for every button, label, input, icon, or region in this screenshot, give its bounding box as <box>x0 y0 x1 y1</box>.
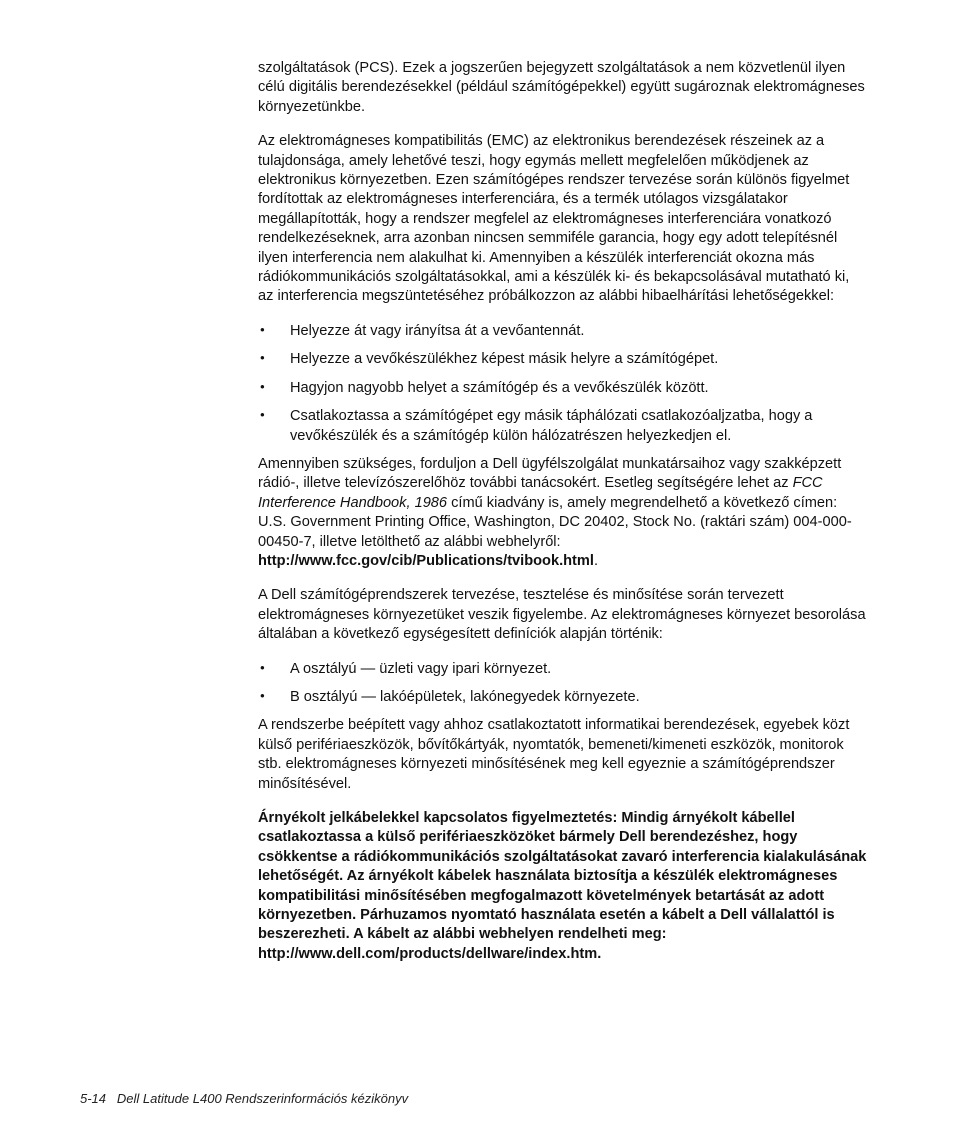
paragraph-pcs: szolgáltatások (PCS). Ezek a jogszerűen bejegyzett szolgáltatások a nem közvetlenül ilyen célú digitális berendezésekkel (például számítógépekkel) együtt sugároznak elektromágneses környezetünkbe. <box>258 60 865 115</box>
troubleshooting-list <box>258 322 868 446</box>
document-body <box>258 59 868 964</box>
bullet-icon: • <box>260 687 265 703</box>
list-item <box>258 322 868 341</box>
fcc-url-link[interactable]: http://www.fcc.gov/cib/Publications/tvibook.html <box>258 552 594 569</box>
shielded-cable-warning: Árnyékolt jelkábelekkel kapcsolatos figyelmeztetés: Mindig árnyékolt kábellel csatlakoztassa a külső perifériaeszközöket bármely Dell berendezéshez, hogy csökkentse a rádiókommunikációs szolgáltatásokat zavaró interferencia kialakulásának lehetőségét. Az árnyékolt kábelek használata biztosítja a készülék elektromágneses kompatibilitási minősítésében megfogalmazott követelmények betartását az adott környezetben. Párhuzamos nyomtató használata esetén a kábelt a Dell vállalattól is beszerezheti. A kábelt az alábbi webhelyen rendelheti meg: http://www.dell.com/products/dellware/index.htm. <box>258 810 867 962</box>
list-item <box>258 350 868 369</box>
fcc-text-start: Amennyiben szükséges, forduljon a Dell ügyfélszolgálat munkatársaihoz vagy szakképzett rádió-, illetve televízószerelőhöz további tanácsokért. Esetleg segítségére lehet az <box>258 455 842 492</box>
paragraph-emc: Az elektromágneses kompatibilitás (EMC) az elektronikus berendezések részeinek az a tulajdonsága, amely lehetővé teszi, hogy egymás mellett megfelelően működjenek az elektronikus környezetben. Ezen számítógépes rendszer tervezése során különös figyelmet fordítottak az elektromágneses interferenciára, és a termék utólagos vizsgálatakor megállapították, hogy a rendszer megfelel az elektromágneses interferenciára vonatkozó rendelkezéseknek, arra azonban nincsen semmiféle garancia, hogy egy adott telepítésnél ilyen interferencia nem alakulhat ki. Amennyiben a készülék interferenciát okozna más rádiókommunikációs szolgáltatásokkal, ami a készülék ki- és bekapcsolásával mutatható ki, az interferencia megszüntetéséhez próbálkozzon az alábbi hibaelhárítási lehetőségekkel: <box>258 133 850 305</box>
class-list <box>258 660 868 708</box>
list-item-text: B osztályú — lakóépületek, lakónegyedek környezete. <box>290 688 640 705</box>
bullet-icon: • <box>260 321 265 337</box>
fcc-text-middle: című kiadvány is, amely megrendelhető a következő címen: U.S. Government Printing Office, Washington, DC 20402, Stock No. (raktári szám) 004-000-00450-7, illetve letölthető az alábbi webhelyről: <box>258 494 852 550</box>
bullet-icon: • <box>260 350 265 366</box>
fcc-text-end: . <box>593 552 599 569</box>
page-number: 5-14 <box>80 1091 107 1106</box>
paragraph-environment: A Dell számítógéprendszerek tervezése, tesztelése és minősítése során tervezett elektromágneses környezetüket veszik figyelembe. Az elektromágneses környezet besorolása általában a következő egységesített definíciók alapján történik: <box>258 587 866 643</box>
manual-title: Dell Latitude L400 Rendszerinformációs kézikönyv <box>116 1091 409 1106</box>
list-item <box>258 379 868 398</box>
list-item <box>258 688 868 707</box>
bullet-icon: • <box>260 378 265 394</box>
list-item-text: Csatlakoztassa a számítógépet egy másik táphálózati csatlakozóaljzatba, hogy a vevőkészülék és a számítógép külön hálózatrészen helyezkedjen el. <box>290 408 813 444</box>
bullet-icon: • <box>260 407 265 423</box>
page-footer <box>80 1091 408 1106</box>
handbook-title: FCC Interference Handbook, 1986 <box>258 475 823 511</box>
list-item <box>258 407 868 446</box>
bullet-icon: • <box>260 659 265 675</box>
paragraph-fcc-handbook <box>258 455 868 571</box>
list-item-text: Helyezze át vagy irányítsa át a vevőantennát. <box>290 322 585 339</box>
list-item-text: Hagyjon nagyobb helyet a számítógép és a vevőkészülék között. <box>290 379 709 396</box>
list-item <box>258 660 868 679</box>
list-item-text: A osztályú — üzleti vagy ipari környezet. <box>290 660 552 677</box>
paragraph-peripherals: A rendszerbe beépített vagy ahhoz csatlakoztatott informatikai berendezések, egyebek közt külső perifériaeszközök, bővítőkártyák, nyomtatók, bemeneti/kimeneti eszközök, monitorok stb. elektromágneses környezeti minősítésének meg kell egyeznie a számítógéprendszer minősítésével. <box>258 717 850 792</box>
list-item-text: Helyezze a vevőkészülékhez képest másik helyre a számítógépet. <box>290 351 719 368</box>
